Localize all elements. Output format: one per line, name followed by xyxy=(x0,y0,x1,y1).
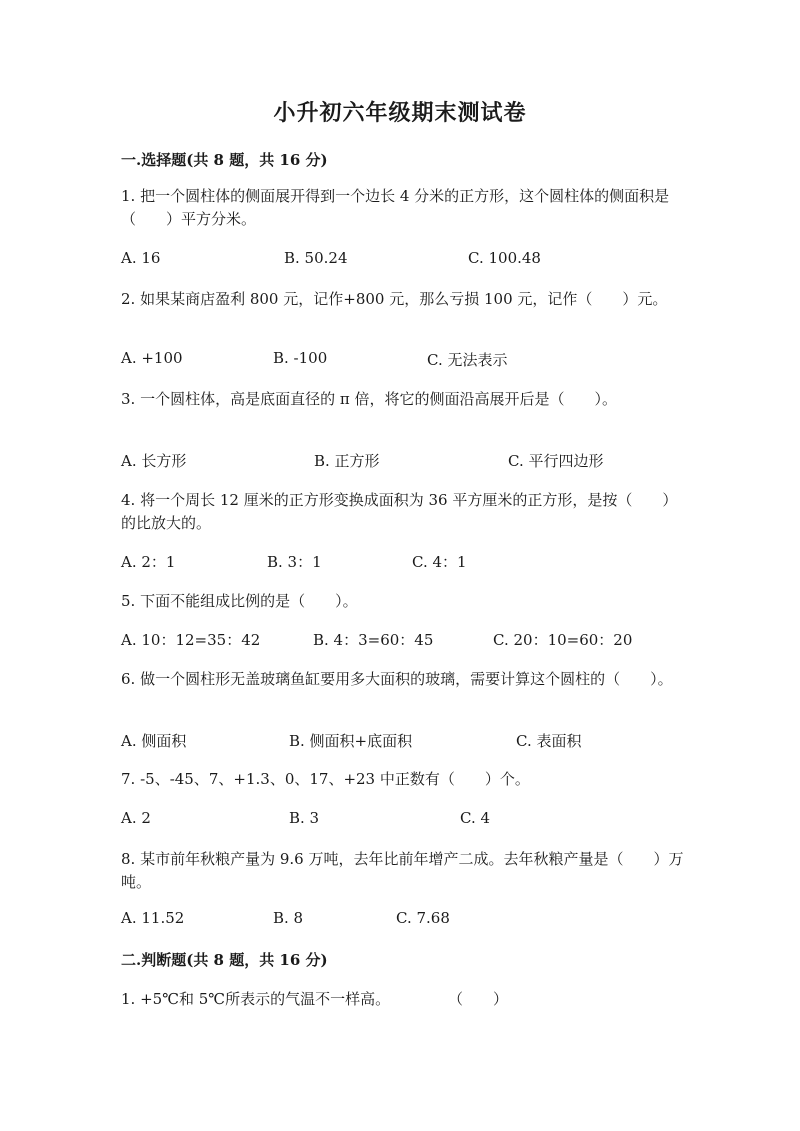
question-3-stem: 3. 一个圆柱体，高是底面直径的 π 倍，将它的侧面沿高展开后是（ ）。 xyxy=(121,390,617,408)
question-5-option-b: B. 4：3=60：45 xyxy=(313,631,434,649)
question-8-stem: 8. 某市前年秋粮产量为 9.6 万吨，去年比前年增产二成。去年秋粮产量是（ ）万吨。 xyxy=(121,850,684,891)
question-2-stem: 2. 如果某商店盈利 800 元，记作+800 元，那么亏损 100 元，记作（ ）元。 xyxy=(121,290,668,308)
question-2-option-b: B. -100 xyxy=(273,349,328,367)
judge-1-stem: 1. +5℃和 5℃所表示的气温不一样高。 xyxy=(121,990,391,1008)
question-7-option-a: A. 2 xyxy=(121,809,151,827)
question-5-option-a: A. 10：12=35：42 xyxy=(121,631,261,649)
section-heading-multiple-choice: 一.选择题(共 8 题，共 16 分) xyxy=(121,151,328,169)
question-2-option-a: A. +100 xyxy=(121,349,183,367)
question-3-option-a: A. 长方形 xyxy=(121,452,187,470)
question-3-option-c: C. 平行四边形 xyxy=(508,452,604,470)
question-4-option-c: C. 4：1 xyxy=(412,553,467,571)
section-heading-true-false: 二.判断题(共 8 题，共 16 分) xyxy=(121,951,328,969)
question-7-option-c: C. 4 xyxy=(460,809,491,827)
question-7-option-b: B. 3 xyxy=(289,809,320,827)
question-4-option-a: A. 2：1 xyxy=(121,553,176,571)
question-5-option-c: C. 20：10=60：20 xyxy=(493,631,633,649)
question-1-stem: 1. 把一个圆柱体的侧面展开得到一个边长 4 分米的正方形，这个圆柱体的侧面积是（ ）平方分米。 xyxy=(121,187,670,228)
question-5-stem: 5. 下面不能组成比例的是（ ）。 xyxy=(121,592,358,610)
question-6-option-c: C. 表面积 xyxy=(516,732,582,750)
question-1-option-c: C. 100.48 xyxy=(468,249,541,267)
page-title: 小升初六年级期末测试卷 xyxy=(273,100,527,126)
question-1-option-b: B. 50.24 xyxy=(284,249,348,267)
question-2-option-c: C. 无法表示 xyxy=(427,351,508,369)
judge-1-answer-blank: （ ） xyxy=(448,990,509,1008)
question-3-option-b: B. 正方形 xyxy=(314,452,380,470)
question-4-option-b: B. 3：1 xyxy=(267,553,322,571)
question-6-option-a: A. 侧面积 xyxy=(121,732,187,750)
question-8-option-c: C. 7.68 xyxy=(396,909,450,927)
question-6-option-b: B. 侧面积+底面积 xyxy=(289,732,413,750)
question-6-stem: 6. 做一个圆柱形无盖玻璃鱼缸要用多大面积的玻璃，需要计算这个圆柱的（ ）。 xyxy=(121,670,673,688)
question-4-stem: 4. 将一个周长 12 厘米的正方形变换成面积为 36 平方厘米的正方形，是按（ ）的比放大的。 xyxy=(121,491,678,532)
question-8-option-a: A. 11.52 xyxy=(121,909,185,927)
question-7-stem: 7. -5、-45、7、+1.3、0、17、+23 中正数有（ ）个。 xyxy=(121,770,530,788)
question-8-option-b: B. 8 xyxy=(273,909,304,927)
question-1-option-a: A. 16 xyxy=(121,249,161,267)
